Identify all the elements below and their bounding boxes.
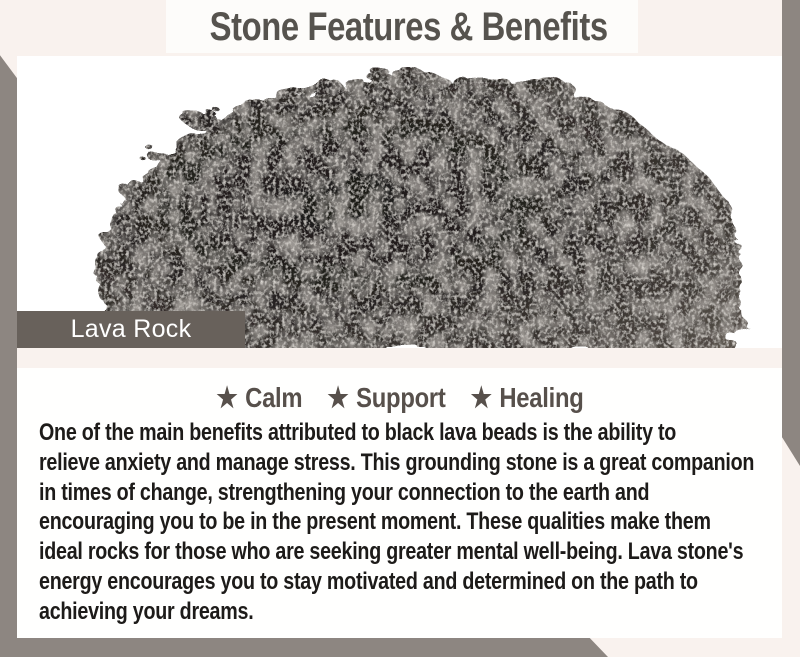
star-icon: ★ [326,382,349,413]
photo-label-band [17,311,245,348]
description-line: energy encourages you to stay motivated and determined on the path to [39,567,698,595]
description-line: One of the main benefits attributed to black lava beads is the ability to [39,419,677,446]
lava-rock-image [17,56,782,348]
frame-bottom-bar [0,638,608,657]
benefit-item-support [327,382,445,413]
description-paragraph [39,418,782,627]
description-line: in times of change, strengthening your connection to the earth and [39,478,650,506]
description-line: encouraging you to be in the present moment. These qualities make them [39,508,711,536]
frame-right-bar [782,0,800,466]
benefit-label: Healing [498,382,584,413]
description-line: achieving your dreams. [39,597,254,625]
benefits-row [17,381,782,413]
photo-panel [17,56,782,348]
description-line: ideal rocks for those who are seeking greater mental well-being. Lava stone's [39,538,744,566]
star-icon: ★ [470,382,492,413]
benefits-list [207,381,593,414]
star-icon: ★ [215,382,238,413]
benefit-item-calm [216,382,302,413]
content-panel [17,368,782,638]
benefit-item-healing [470,382,583,413]
photo-label: Lava Rock [70,315,192,343]
title-banner [166,0,638,53]
benefit-label: Calm [244,382,302,413]
benefit-label: Support [355,382,446,413]
frame-left-bar [0,0,17,657]
page-title: Stone Features & Benefits [209,5,608,49]
description-line: relieve anxiety and manage stress. This grounding stone is a great companion [39,448,755,476]
